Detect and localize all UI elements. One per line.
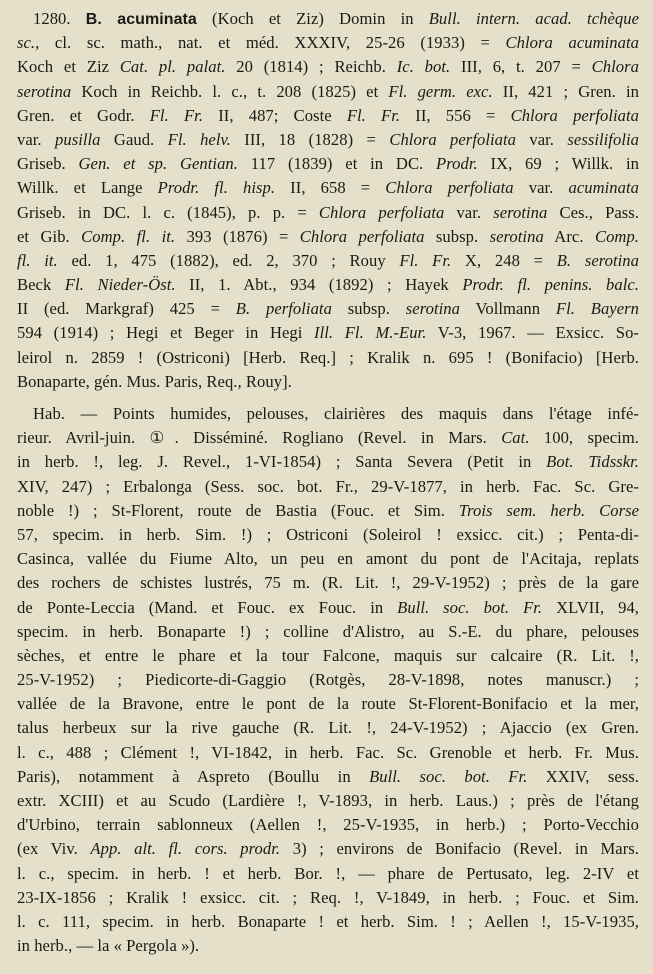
entry-line: 1280. B. acuminata (Koch et Ziz) Domin in Bull. intern. acad. tchèque xyxy=(33,9,639,28)
habitat-line: 57, specim. in herb. Sim. !) ; Ostriconi (Soleirol ! exsicc. cit.) ; Penta-di- xyxy=(17,524,639,544)
habitat-line: (ex Viv. App. alt. fl. cors. prodr. 3) ; environs de Bonifacio (Revel. in Mars. xyxy=(17,839,639,859)
entry-line: 594 (1914) ; Hegi et Beger in Hegi Ill. Fl. M.-Eur. V-3, 1967. — Exsicc. So- xyxy=(17,323,639,343)
habitat-line: XIV, 247) ; Erbalonga (Sess. soc. bot. Fr., 29-V-1877, in herb. Fac. Sc. Gre- xyxy=(17,476,639,496)
habitat-line: d'Urbino, terrain sablonneux (Aellen !, 25-V-1935, in herb.) ; Porto-Vecchio xyxy=(17,815,639,835)
habitat-line: Paris), notamment à Aspreto (Boullu in Bull. soc. bot. Fr. XXIV, sess. xyxy=(17,766,639,786)
entry-line: Beck Fl. Nieder-Öst. II, 1. Abt., 934 (1892) ; Hayek Prodr. fl. penins. balc. xyxy=(17,275,639,295)
habitat-line: 23-IX-1856 ; Kralik ! exsicc. cit. ; Req. !, V-1849, in herb. ; Fouc. et Sim. xyxy=(17,887,639,907)
entry-line: et Gib. Comp. fl. it. 393 (1876) = Chlora perfoliata subsp. serotina Arc. Comp. xyxy=(17,226,639,246)
habitat-line: specim. in herb. Bonaparte !) ; colline d'Alistro, au S.-E. du phare, pelouses xyxy=(17,621,639,641)
habitat-line: sèches, et entre le phare et la tour Falcone, maquis sur calcaire (R. Lit. !, xyxy=(17,645,639,665)
paragraph-gap xyxy=(17,394,639,402)
habitat-line: des rochers de schistes lustrés, 75 m. (R. Lit. !, 29-V-1952) ; près de la gare xyxy=(17,573,639,593)
habitat-line: rieur. Avril-juin. ①. Disséminé. Rogliano (Revel. in Mars. Cat. 100, specim. xyxy=(17,428,639,448)
habitat-line: l. c., 488 ; Clément !, VI-1842, in herb. Fac. Sc. Grenoble et herb. Fr. Mus. xyxy=(17,742,639,762)
habitat-line: noble !) ; St-Florent, route de Bastia (Fouc. et Sim. Trois sem. herb. Corse xyxy=(17,500,640,520)
entry-line: Bonaparte, gén. Mus. Paris, Req., Rouy]. xyxy=(17,371,292,391)
entry-line: Griseb. Gen. et sp. Gentian. 117 (1839) et in DC. Prodr. IX, 69 ; Willk. in xyxy=(17,154,640,174)
habitat-line: Casinca, vallée du Fiume Alto, un peu en amont du pont de l'Acitaja, replats xyxy=(17,549,639,569)
entry-line: Griseb. in DC. l. c. (1845), p. p. = Chlora perfoliata var. serotina Ces., Pass. xyxy=(17,202,639,222)
taxon-name: B. acuminata xyxy=(85,11,197,28)
entry-line: serotina Koch in Reichb. l. c., t. 208 (1825) et Fl. germ. exc. II, 421 ; Gren. in xyxy=(17,81,639,101)
habitat-line: in herb., — la « Pergola »). xyxy=(17,936,200,956)
habitat-line: talus herbeux sur la rive gauche (R. Lit. !, 24-V-1952) ; Ajaccio (ex Gren. xyxy=(17,718,639,738)
habitat-line: vallée de la Bravone, entre le pont de la route St-Florent-Bonifacio et la mer, xyxy=(17,694,639,714)
habitat-line: l. c., specim. in herb. ! et herb. Bor. !, — phare de Pertusato, leg. 2-IV et xyxy=(17,863,639,883)
entry-line: sc., cl. sc. math., nat. et méd. XXXIV, 25-26 (1933) = Chlora acuminata xyxy=(17,33,639,53)
habitat-line: Hab. — Points humides, pelouses, clairières des maquis dans l'étage infé- xyxy=(33,404,639,423)
habitat-line: in herb. !, leg. J. Revel., 1-VI-1854) ; Santa Severa (Petit in Bot. Tidsskr. xyxy=(17,452,639,472)
entry-line: II (ed. Markgraf) 425 = B. perfoliata subsp. serotina Vollmann Fl. Bayern xyxy=(17,299,639,319)
entry-line: Koch et Ziz Cat. pl. palat. 20 (1814) ; Reichb. Ic. bot. III, 6, t. 207 = Chlora xyxy=(17,57,639,77)
entry-line: Gren. et Godr. Fl. Fr. II, 487; Coste Fl. Fr. II, 556 = Chlora perfoliata xyxy=(17,105,640,125)
habitat-line: de Ponte-Leccia (Mand. et Fouc. ex Fouc. in Bull. soc. bot. Fr. XLVII, 94, xyxy=(17,597,639,617)
habitat-line: extr. XCIII) et au Scudo (Lardière !, V-1893, in herb. Laus.) ; près de l'étang xyxy=(17,791,639,810)
entry-line: leirol n. 2859 ! (Ostriconi) [Herb. Req.] ; Kralik n. 695 ! (Bonifacio) [Herb. xyxy=(17,347,639,367)
habitat-line: 25-V-1952) ; Piedicorte-di-Gaggio (Rotgès, 28-V-1898, notes manuscr.) ; xyxy=(17,670,639,690)
entry-line: var. pusilla Gaud. Fl. helv. III, 18 (1828) = Chlora perfoliata var. sessilifolia xyxy=(17,129,639,149)
entry-line: fl. it. ed. 1, 475 (1882), ed. 2, 370 ; Rouy Fl. Fr. X, 248 = B. serotina xyxy=(17,250,639,270)
entry-line: Willk. et Lange Prodr. fl. hisp. II, 658 = Chlora perfoliata var. acuminata xyxy=(17,178,639,198)
habitat-line: l. c. 111, specim. in herb. Bonaparte ! et herb. Sim. ! ; Aellen !, 15-V-1935, xyxy=(17,911,639,931)
